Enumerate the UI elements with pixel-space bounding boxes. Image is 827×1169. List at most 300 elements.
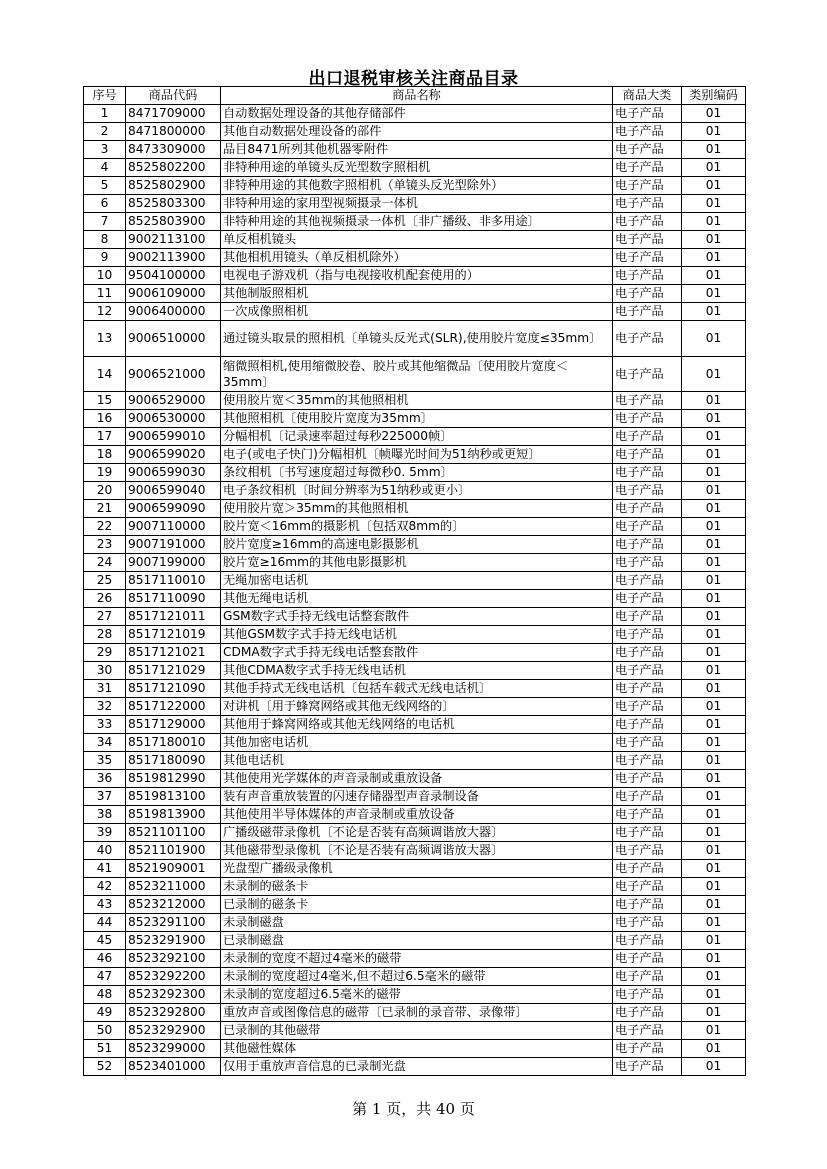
goods-code: 9504100000 xyxy=(126,267,221,285)
table-row xyxy=(84,105,746,123)
table-row xyxy=(84,752,746,770)
goods-category: 电子产品 xyxy=(613,662,682,680)
class-code: 01 xyxy=(682,896,746,914)
goods-category: 电子产品 xyxy=(613,428,682,446)
row-number: 33 xyxy=(84,716,126,734)
goods-category: 电子产品 xyxy=(613,752,682,770)
class-code: 01 xyxy=(682,752,746,770)
goods-category: 电子产品 xyxy=(613,878,682,896)
goods-category: 电子产品 xyxy=(613,896,682,914)
table-row xyxy=(84,1004,746,1022)
row-number: 15 xyxy=(84,392,126,410)
table-row xyxy=(84,950,746,968)
goods-category: 电子产品 xyxy=(613,482,682,500)
goods-category: 电子产品 xyxy=(613,626,682,644)
row-number: 22 xyxy=(84,518,126,536)
class-code: 01 xyxy=(682,482,746,500)
table-row xyxy=(84,123,746,141)
row-number: 11 xyxy=(84,285,126,303)
goods-code: 8519812990 xyxy=(126,770,221,788)
class-code: 01 xyxy=(682,159,746,177)
class-code: 01 xyxy=(682,932,746,950)
goods-name: 使用胶片宽＜35mm的其他照相机 xyxy=(221,392,613,410)
goods-category: 电子产品 xyxy=(613,105,682,123)
class-code: 01 xyxy=(682,662,746,680)
goods-code: 8517180090 xyxy=(126,752,221,770)
table-row xyxy=(84,249,746,267)
header-class-code: 类别编码 xyxy=(682,87,746,105)
class-code: 01 xyxy=(682,1022,746,1040)
class-code: 01 xyxy=(682,428,746,446)
goods-code: 9002113900 xyxy=(126,249,221,267)
goods-name: 电子条纹相机〔时间分辨率为51纳秒或更小〕 xyxy=(221,482,613,500)
goods-category: 电子产品 xyxy=(613,213,682,231)
row-number: 43 xyxy=(84,896,126,914)
goods-code: 9002113100 xyxy=(126,231,221,249)
table-row xyxy=(84,267,746,285)
row-number: 38 xyxy=(84,806,126,824)
goods-name: 广播级磁带录像机〔不论是否装有高频调谐放大器〕 xyxy=(221,824,613,842)
goods-code: 8517121021 xyxy=(126,644,221,662)
goods-category: 电子产品 xyxy=(613,177,682,195)
table-row xyxy=(84,177,746,195)
class-code: 01 xyxy=(682,536,746,554)
row-number: 13 xyxy=(84,321,126,357)
goods-name: GSM数字式手持无线电话整套散件 xyxy=(221,608,613,626)
row-number: 48 xyxy=(84,986,126,1004)
table-row xyxy=(84,428,746,446)
goods-name: 分幅相机〔记录速率超过每秒225000帧〕 xyxy=(221,428,613,446)
goods-category: 电子产品 xyxy=(613,231,682,249)
goods-category: 电子产品 xyxy=(613,1040,682,1058)
row-number: 40 xyxy=(84,842,126,860)
goods-name: 未录制的宽度不超过4毫米的磁带 xyxy=(221,950,613,968)
goods-category: 电子产品 xyxy=(613,554,682,572)
goods-code: 9006530000 xyxy=(126,410,221,428)
table-row xyxy=(84,914,746,932)
goods-code: 9006400000 xyxy=(126,303,221,321)
table-row xyxy=(84,536,746,554)
goods-code: 8521101900 xyxy=(126,842,221,860)
row-number: 18 xyxy=(84,446,126,464)
goods-category: 电子产品 xyxy=(613,356,682,392)
goods-code: 9007110000 xyxy=(126,518,221,536)
class-code: 01 xyxy=(682,303,746,321)
goods-category: 电子产品 xyxy=(613,860,682,878)
table-row xyxy=(84,554,746,572)
table-row xyxy=(84,1058,746,1076)
goods-category: 电子产品 xyxy=(613,590,682,608)
class-code: 01 xyxy=(682,410,746,428)
goods-name: 装有声音重放装置的闪速存储器型声音录制设备 xyxy=(221,788,613,806)
goods-code: 8525802200 xyxy=(126,159,221,177)
row-number: 37 xyxy=(84,788,126,806)
class-code: 01 xyxy=(682,698,746,716)
goods-name: 其他相机用镜头（单反相机除外） xyxy=(221,249,613,267)
goods-code: 8471709000 xyxy=(126,105,221,123)
goods-category: 电子产品 xyxy=(613,392,682,410)
goods-category: 电子产品 xyxy=(613,968,682,986)
goods-name: 未录制磁盘 xyxy=(221,914,613,932)
goods-category: 电子产品 xyxy=(613,464,682,482)
table-row xyxy=(84,500,746,518)
class-code: 01 xyxy=(682,123,746,141)
goods-code: 9006599040 xyxy=(126,482,221,500)
table-row xyxy=(84,788,746,806)
row-number: 34 xyxy=(84,734,126,752)
table-row xyxy=(84,159,746,177)
class-code: 01 xyxy=(682,824,746,842)
goods-code: 8471800000 xyxy=(126,123,221,141)
goods-category: 电子产品 xyxy=(613,249,682,267)
table-row xyxy=(84,285,746,303)
row-number: 8 xyxy=(84,231,126,249)
goods-table xyxy=(83,86,746,1076)
goods-category: 电子产品 xyxy=(613,770,682,788)
class-code: 01 xyxy=(682,213,746,231)
goods-code: 8521101100 xyxy=(126,824,221,842)
goods-category: 电子产品 xyxy=(613,1004,682,1022)
goods-category: 电子产品 xyxy=(613,410,682,428)
class-code: 01 xyxy=(682,1058,746,1076)
goods-category: 电子产品 xyxy=(613,842,682,860)
row-number: 20 xyxy=(84,482,126,500)
class-code: 01 xyxy=(682,626,746,644)
class-code: 01 xyxy=(682,716,746,734)
table-row xyxy=(84,1040,746,1058)
goods-code: 9006109000 xyxy=(126,285,221,303)
class-code: 01 xyxy=(682,590,746,608)
class-code: 01 xyxy=(682,1040,746,1058)
goods-category: 电子产品 xyxy=(613,285,682,303)
goods-name: 胶片宽＜16mm的摄影机〔包括双8mm的〕 xyxy=(221,518,613,536)
table-body xyxy=(84,105,746,1076)
goods-category: 电子产品 xyxy=(613,1058,682,1076)
row-number: 42 xyxy=(84,878,126,896)
class-code: 01 xyxy=(682,644,746,662)
class-code: 01 xyxy=(682,141,746,159)
row-number: 21 xyxy=(84,500,126,518)
row-number: 47 xyxy=(84,968,126,986)
row-number: 45 xyxy=(84,932,126,950)
goods-name: 未录制的宽度超过6.5毫米的磁带 xyxy=(221,986,613,1004)
table-row xyxy=(84,680,746,698)
class-code: 01 xyxy=(682,842,746,860)
goods-name: 其他制版照相机 xyxy=(221,285,613,303)
row-number: 28 xyxy=(84,626,126,644)
goods-code: 9006510000 xyxy=(126,321,221,357)
goods-name: 其他使用光学媒体的声音录制或重放设备 xyxy=(221,770,613,788)
table-row xyxy=(84,932,746,950)
goods-name: 其他照相机〔使用胶片宽度为35mm〕 xyxy=(221,410,613,428)
table-row xyxy=(84,321,746,357)
goods-code: 8473309000 xyxy=(126,141,221,159)
goods-name: 仅用于重放声音信息的已录制光盘 xyxy=(221,1058,613,1076)
goods-category: 电子产品 xyxy=(613,159,682,177)
row-number: 39 xyxy=(84,824,126,842)
goods-category: 电子产品 xyxy=(613,932,682,950)
row-number: 4 xyxy=(84,159,126,177)
goods-name: 光盘型广播级录像机 xyxy=(221,860,613,878)
goods-code: 8517110010 xyxy=(126,572,221,590)
goods-code: 9006599020 xyxy=(126,446,221,464)
row-number: 50 xyxy=(84,1022,126,1040)
table-row xyxy=(84,464,746,482)
row-number: 32 xyxy=(84,698,126,716)
class-code: 01 xyxy=(682,1004,746,1022)
goods-name: 其他磁性媒体 xyxy=(221,1040,613,1058)
table-header-row xyxy=(84,87,746,105)
class-code: 01 xyxy=(682,356,746,392)
header-no: 序号 xyxy=(84,87,126,105)
goods-code: 8517110090 xyxy=(126,590,221,608)
goods-code: 8517129000 xyxy=(126,716,221,734)
goods-code: 9006599010 xyxy=(126,428,221,446)
goods-code: 9007199000 xyxy=(126,554,221,572)
goods-name: 未录制的磁条卡 xyxy=(221,878,613,896)
row-number: 2 xyxy=(84,123,126,141)
goods-name: 电视电子游戏机（指与电视接收机配套使用的） xyxy=(221,267,613,285)
row-number: 25 xyxy=(84,572,126,590)
table-row xyxy=(84,770,746,788)
goods-category: 电子产品 xyxy=(613,806,682,824)
row-number: 27 xyxy=(84,608,126,626)
row-number: 19 xyxy=(84,464,126,482)
goods-name: 单反相机镜头 xyxy=(221,231,613,249)
table-row xyxy=(84,482,746,500)
goods-name: 其他使用半导体媒体的声音录制或重放设备 xyxy=(221,806,613,824)
goods-code: 8517121011 xyxy=(126,608,221,626)
class-code: 01 xyxy=(682,105,746,123)
goods-code: 8525803300 xyxy=(126,195,221,213)
goods-code: 8517121019 xyxy=(126,626,221,644)
class-code: 01 xyxy=(682,788,746,806)
row-number: 9 xyxy=(84,249,126,267)
row-number: 12 xyxy=(84,303,126,321)
table-row xyxy=(84,698,746,716)
class-code: 01 xyxy=(682,392,746,410)
goods-code: 8523299000 xyxy=(126,1040,221,1058)
goods-name: 已录制的其他磁带 xyxy=(221,1022,613,1040)
table-row xyxy=(84,1022,746,1040)
class-code: 01 xyxy=(682,267,746,285)
goods-category: 电子产品 xyxy=(613,716,682,734)
row-number: 14 xyxy=(84,356,126,392)
table-row xyxy=(84,860,746,878)
class-code: 01 xyxy=(682,464,746,482)
class-code: 01 xyxy=(682,554,746,572)
table-row xyxy=(84,842,746,860)
goods-name: 非特种用途的其他数字照相机（单镜头反光型除外） xyxy=(221,177,613,195)
table-row xyxy=(84,716,746,734)
table-row xyxy=(84,195,746,213)
goods-code: 9006599090 xyxy=(126,500,221,518)
table-row xyxy=(84,213,746,231)
goods-code: 8519813900 xyxy=(126,806,221,824)
page-footer: 第 1 页，共 40 页 xyxy=(352,1100,475,1118)
class-code: 01 xyxy=(682,177,746,195)
goods-code: 8523211000 xyxy=(126,878,221,896)
class-code: 01 xyxy=(682,500,746,518)
goods-code: 8523292900 xyxy=(126,1022,221,1040)
goods-code: 8523291900 xyxy=(126,932,221,950)
class-code: 01 xyxy=(682,285,746,303)
goods-name: 条纹相机〔书写速度超过每微秒0. 5mm〕 xyxy=(221,464,613,482)
class-code: 01 xyxy=(682,770,746,788)
goods-name: 重放声音或图像信息的磁带〔已录制的录音带、录像带〕 xyxy=(221,1004,613,1022)
row-number: 46 xyxy=(84,950,126,968)
goods-name: 已录制磁盘 xyxy=(221,932,613,950)
row-number: 35 xyxy=(84,752,126,770)
table-row xyxy=(84,662,746,680)
goods-category: 电子产品 xyxy=(613,608,682,626)
row-number: 26 xyxy=(84,590,126,608)
table-row xyxy=(84,410,746,428)
goods-name: 其他自动数据处理设备的部件 xyxy=(221,123,613,141)
table-row xyxy=(84,590,746,608)
goods-name: 非特种用途的家用型视频摄录一体机 xyxy=(221,195,613,213)
class-code: 01 xyxy=(682,446,746,464)
goods-category: 电子产品 xyxy=(613,303,682,321)
class-code: 01 xyxy=(682,680,746,698)
goods-category: 电子产品 xyxy=(613,518,682,536)
goods-name: 其他用于蜂窝网络或其他无线网络的电话机 xyxy=(221,716,613,734)
goods-name: 其他手持式无线电话机〔包括车载式无线电话机〕 xyxy=(221,680,613,698)
goods-code: 8523291100 xyxy=(126,914,221,932)
table-row xyxy=(84,303,746,321)
goods-code: 8517121029 xyxy=(126,662,221,680)
row-number: 49 xyxy=(84,1004,126,1022)
goods-code: 8523292100 xyxy=(126,950,221,968)
goods-code: 9006529000 xyxy=(126,392,221,410)
goods-category: 电子产品 xyxy=(613,123,682,141)
goods-category: 电子产品 xyxy=(613,824,682,842)
table-row xyxy=(84,734,746,752)
table-row xyxy=(84,392,746,410)
table-row xyxy=(84,572,746,590)
table-row xyxy=(84,644,746,662)
goods-category: 电子产品 xyxy=(613,141,682,159)
page-title: 出口退税审核关注商品目录 xyxy=(308,69,519,89)
goods-name: 使用胶片宽＞35mm的其他照相机 xyxy=(221,500,613,518)
goods-name: 胶片宽度≥16mm的高速电影摄影机 xyxy=(221,536,613,554)
row-number: 10 xyxy=(84,267,126,285)
row-number: 16 xyxy=(84,410,126,428)
goods-category: 电子产品 xyxy=(613,950,682,968)
class-code: 01 xyxy=(682,860,746,878)
goods-name: 其他无绳电话机 xyxy=(221,590,613,608)
goods-category: 电子产品 xyxy=(613,536,682,554)
class-code: 01 xyxy=(682,878,746,896)
goods-code: 8523212000 xyxy=(126,896,221,914)
goods-code: 9007191000 xyxy=(126,536,221,554)
goods-name: 一次成像照相机 xyxy=(221,303,613,321)
goods-name: 品目8471所列其他机器零附件 xyxy=(221,141,613,159)
row-number: 6 xyxy=(84,195,126,213)
row-number: 23 xyxy=(84,536,126,554)
goods-category: 电子产品 xyxy=(613,644,682,662)
table-row xyxy=(84,608,746,626)
table-row xyxy=(84,806,746,824)
class-code: 01 xyxy=(682,734,746,752)
table-row xyxy=(84,518,746,536)
goods-category: 电子产品 xyxy=(613,698,682,716)
table-row xyxy=(84,356,746,392)
goods-category: 电子产品 xyxy=(613,680,682,698)
goods-code: 8523401000 xyxy=(126,1058,221,1076)
goods-name: 其他电话机 xyxy=(221,752,613,770)
goods-name: CDMA数字式手持无线电话整套散件 xyxy=(221,644,613,662)
goods-name: 其他CDMA数字式手持无线电话机 xyxy=(221,662,613,680)
goods-category: 电子产品 xyxy=(613,500,682,518)
goods-name: 非特种用途的其他视频摄录一体机〔非广播级、非多用途〕 xyxy=(221,213,613,231)
goods-name: 未录制的宽度超过4毫米,但不超过6.5毫米的磁带 xyxy=(221,968,613,986)
goods-name: 缩微照相机,使用缩微胶卷、胶片或其他缩微品〔使用胶片宽度＜35mm〕 xyxy=(221,356,613,392)
goods-code: 8523292300 xyxy=(126,986,221,1004)
goods-code: 8517122000 xyxy=(126,698,221,716)
row-number: 5 xyxy=(84,177,126,195)
table-row xyxy=(84,446,746,464)
class-code: 01 xyxy=(682,608,746,626)
row-number: 52 xyxy=(84,1058,126,1076)
row-number: 29 xyxy=(84,644,126,662)
class-code: 01 xyxy=(682,950,746,968)
goods-code: 8525803900 xyxy=(126,213,221,231)
goods-category: 电子产品 xyxy=(613,914,682,932)
row-number: 44 xyxy=(84,914,126,932)
goods-name: 自动数据处理设备的其他存储部件 xyxy=(221,105,613,123)
class-code: 01 xyxy=(682,968,746,986)
goods-category: 电子产品 xyxy=(613,572,682,590)
goods-name: 无绳加密电话机 xyxy=(221,572,613,590)
class-code: 01 xyxy=(682,195,746,213)
goods-code: 9006599030 xyxy=(126,464,221,482)
goods-category: 电子产品 xyxy=(613,734,682,752)
row-number: 17 xyxy=(84,428,126,446)
table-row xyxy=(84,896,746,914)
goods-name: 其他GSM数字式手持无线电话机 xyxy=(221,626,613,644)
table-row xyxy=(84,626,746,644)
goods-code: 8521909001 xyxy=(126,860,221,878)
goods-category: 电子产品 xyxy=(613,986,682,1004)
class-code: 01 xyxy=(682,986,746,1004)
goods-code: 8525802900 xyxy=(126,177,221,195)
table-row xyxy=(84,141,746,159)
row-number: 24 xyxy=(84,554,126,572)
goods-name: 通过镜头取景的照相机〔单镜头反光式(SLR),使用胶片宽度≤35mm〕 xyxy=(221,321,613,357)
row-number: 7 xyxy=(84,213,126,231)
row-number: 41 xyxy=(84,860,126,878)
goods-category: 电子产品 xyxy=(613,788,682,806)
goods-code: 8519813100 xyxy=(126,788,221,806)
goods-name: 已录制的磁条卡 xyxy=(221,896,613,914)
class-code: 01 xyxy=(682,914,746,932)
row-number: 30 xyxy=(84,662,126,680)
header-name: 商品名称 xyxy=(221,87,613,105)
goods-category: 电子产品 xyxy=(613,446,682,464)
table-row xyxy=(84,878,746,896)
goods-category: 电子产品 xyxy=(613,267,682,285)
header-code: 商品代码 xyxy=(126,87,221,105)
goods-code: 8523292800 xyxy=(126,1004,221,1022)
class-code: 01 xyxy=(682,321,746,357)
class-code: 01 xyxy=(682,518,746,536)
goods-name: 胶片宽≥16mm的其他电影摄影机 xyxy=(221,554,613,572)
row-number: 51 xyxy=(84,1040,126,1058)
row-number: 31 xyxy=(84,680,126,698)
table-row xyxy=(84,824,746,842)
table-row xyxy=(84,968,746,986)
